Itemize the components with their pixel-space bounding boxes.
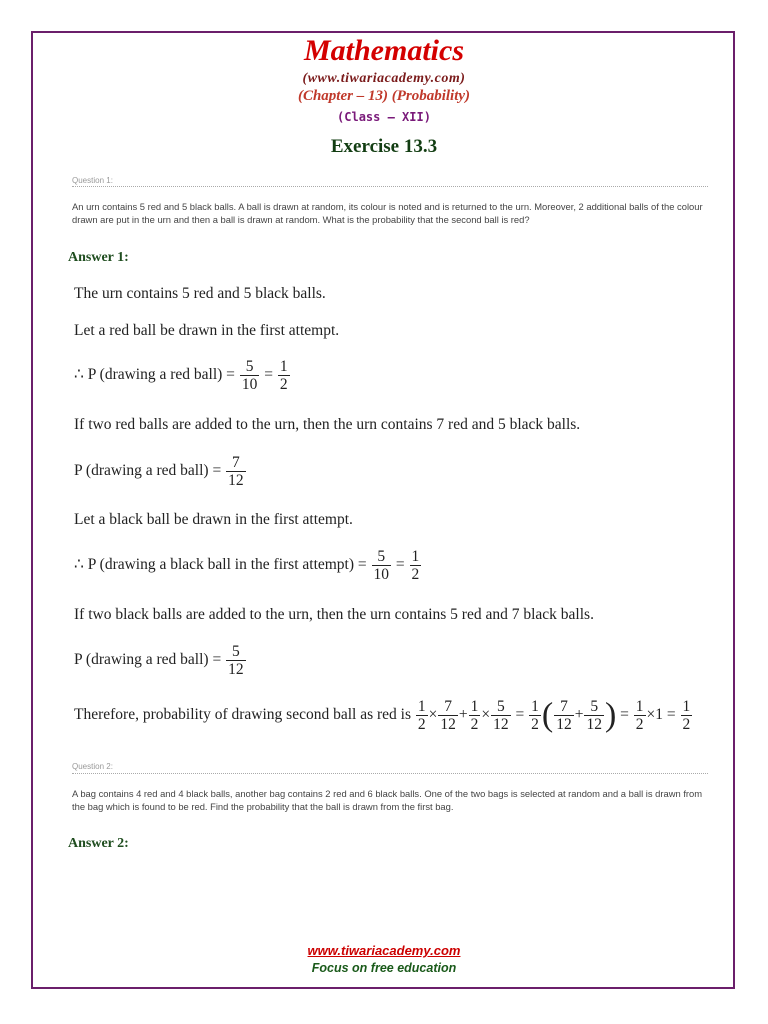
equation-line: ∴ P (drawing a black ball in the first attempt) = $\frac{5}{10}$ = $\frac{1}{2}$ bbox=[74, 548, 420, 583]
divider bbox=[72, 773, 708, 774]
exercise-heading: Exercise 13.3 bbox=[330, 136, 438, 157]
divider bbox=[72, 186, 708, 187]
fraction: $\frac{1}{2}$ bbox=[531, 698, 539, 733]
equation-line: Therefore, probability of drawing second ball as red is $\frac{1}{2}$ × $\frac{7}{12}$ + $\frac{1}{2}$ × $\frac{5}{12}$ = $\frac{1}{2}$ ( $\frac{7}{12}$ + $\frac{5}{12}$ ) = $\frac{1}{2}$ ×1 = $\frac{1}{2}$ bbox=[74, 696, 691, 734]
page-title: Mathematics bbox=[303, 34, 464, 67]
question-1-label: Question 1: bbox=[72, 176, 113, 185]
fraction: $\frac{1}{2}$ bbox=[411, 548, 420, 583]
answer-line: If two red balls are added to the urn, then the urn contains 7 red and 5 black balls. bbox=[74, 416, 581, 433]
question-2-text: A bag contains 4 red and 4 black balls, another bag contains 2 red and 6 black balls. One of the two bags is selected at random and a ball is drawn from the bag which is found to be red. Find the probability that the ball is drawn from the first bag. bbox=[72, 788, 703, 812]
fraction: $\frac{5}{10}$ bbox=[373, 548, 390, 583]
fraction: $\frac{1}{2}$ bbox=[417, 698, 426, 733]
fraction: $\frac{5}{12}$ bbox=[586, 698, 602, 733]
question-2-label: Question 2: bbox=[72, 762, 113, 771]
class-heading: (Class – XII) bbox=[337, 110, 431, 124]
fraction: $\frac{5}{12}$ bbox=[493, 698, 509, 733]
footer-tagline: Focus on free education bbox=[311, 961, 457, 975]
question-1-text: An urn contains 5 red and 5 black balls. A ball is drawn at random, its colour is noted and is returned to the urn. Moreover, 2 additional balls of the colour drawn are put in the urn and then a ball is drawn at random. What is the probability that the second ball is red? bbox=[72, 201, 703, 225]
fraction: $\frac{7}{12}$ bbox=[228, 454, 244, 489]
equation-line: ∴ P (drawing a red ball) = $\frac{5}{10}$ = $\frac{1}{2}$ bbox=[74, 358, 288, 393]
site-link[interactable]: (www.tiwariacademy.com) bbox=[302, 71, 466, 86]
fraction: $\frac{1}{2}$ bbox=[470, 698, 479, 733]
answer-line: Let a black ball be drawn in the first attempt. bbox=[74, 511, 353, 528]
answer-1-label: Answer 1: bbox=[68, 250, 129, 265]
answer-2-label: Answer 2: bbox=[68, 836, 129, 851]
fraction: $\frac{1}{2}$ bbox=[635, 698, 644, 733]
equation-text: ∴ P (drawing a red ball) = bbox=[74, 366, 235, 384]
equation-line bbox=[74, 454, 247, 489]
answer-line: If two black balls are added to the urn, then the urn contains 5 red and 7 black balls. bbox=[74, 606, 594, 623]
equation-text: P (drawing a red ball) = bbox=[74, 462, 222, 480]
equation-text: ∴ P (drawing a black ball in the first attempt) = bbox=[74, 556, 367, 574]
fraction: $\frac{5}{12}$ bbox=[228, 643, 244, 678]
fraction: $\frac{1}{2}$ bbox=[279, 358, 288, 393]
answer-line: The urn contains 5 red and 5 black balls. bbox=[74, 285, 326, 302]
fraction: $\frac{1}{2}$ bbox=[682, 698, 691, 733]
equation-text: Therefore, probability of drawing second ball as red is bbox=[74, 706, 412, 724]
footer-link[interactable]: www.tiwariacademy.com bbox=[307, 943, 461, 958]
fraction: $\frac{5}{10}$ bbox=[241, 358, 258, 393]
fraction: $\frac{7}{12}$ bbox=[556, 698, 572, 733]
equation-text: P (drawing a red ball) = bbox=[74, 651, 222, 669]
page-border bbox=[31, 31, 735, 989]
chapter-heading: (Chapter – 13) (Probability) bbox=[297, 88, 471, 104]
fraction: $\frac{7}{12}$ bbox=[440, 698, 456, 733]
answer-line: Let a red ball be drawn in the first attempt. bbox=[74, 322, 340, 339]
equation-line bbox=[74, 643, 247, 678]
